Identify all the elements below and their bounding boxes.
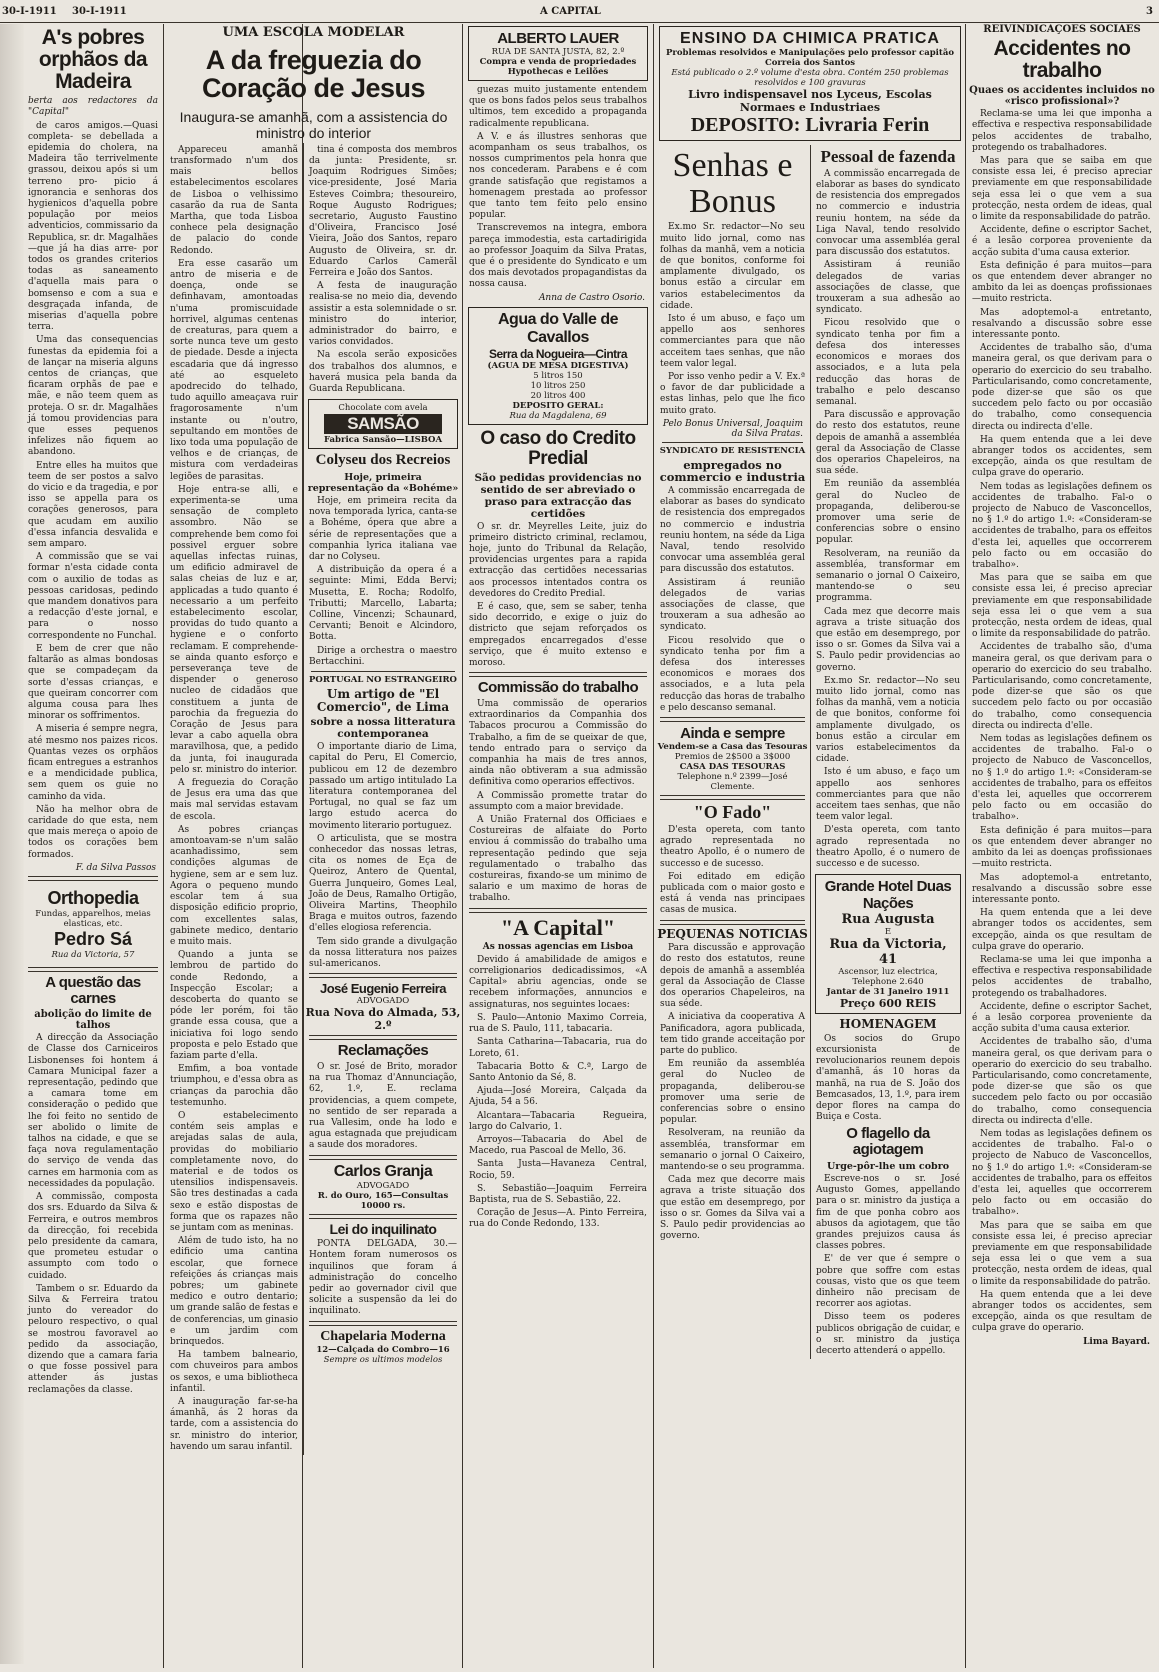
paragraph: Assistiram á reunião delegados de varias associações de classe, que trouxeram a sua adhesão ao syndicato.: [660, 577, 805, 633]
paragraph: Ha tambem balneario, com chuveiros para ambos os sexos, e uma bibliotheca infantil.: [170, 1350, 298, 1394]
ad-hat-shop: [305, 1329, 461, 1365]
school-right: [305, 143, 461, 1455]
col4-right: [812, 145, 964, 1359]
subheadline-theatre: Hoje, primeira representação da «Bohéme»: [307, 471, 459, 494]
headline-pessoal-fazenda: Pessoal de fazenda: [820, 147, 956, 166]
article-theatre: [309, 496, 457, 668]
paragraph: Santa Justa—Havaneza Central, Rocio, 59.: [469, 1159, 647, 1181]
paragraph: Disso teem os poderes publicos obrigação de cuidar, e o sr. ministro da justiça decerto attenderá o appello.: [816, 1312, 960, 1356]
headline-accidents: Accidentes no trabalho: [993, 37, 1131, 83]
ad-line: Preço 600 REIS: [839, 997, 937, 1011]
paragraph: Esta definição é para muitos—para os que entendem dever abranger no ambito da lei as doenças profissionaes—muito restricta.: [972, 825, 1152, 870]
ad-title: Ainda e sempre: [680, 725, 785, 743]
ad-line: Rua da Victoria, 57: [51, 949, 135, 960]
ad-line: Hypothecas e Leilões: [507, 67, 609, 77]
paragraph: O sr. dr. Meyrelles Leite, juiz do primeiro districto criminal, reclamou, hoje, junto do Tribunal da Relação, providencias urgentes para a rapida extracção das certidões necessarias aos processos intentados contra os devedores do Credito Predial.: [469, 521, 647, 599]
paragraph: Nem todas as legislações definem os accidentes de trabalho. Fal-o o projecto de Nabuco de Vasconcellos, no § 1.º do artigo 1.º: «Consideram-se accidentes de trabalho, para os effeitos d'esta lei, aquelles que occorrerem pelo facto ou em occasião do trabalho».: [972, 734, 1152, 823]
ad-line: Compra e venda de propriedades: [479, 57, 637, 67]
article-letter: [469, 85, 647, 291]
paragraph: A commissão, composta dos srs. Eduardo da Silva & Ferreira, e outros membros da direcção, foi recebida pelo presidente da camara, que prometeu estudar o assumpto com todo o cuidado.: [28, 1192, 158, 1281]
ad-title: SAMSÃO: [324, 414, 442, 434]
column-4: [656, 24, 964, 1666]
headline-orphans: A's pobres orphãos da Madeira: [38, 26, 148, 94]
ad-tesouras: [656, 725, 809, 792]
col4-left: [656, 145, 809, 1359]
ad-title: Carlos Granja: [333, 1162, 433, 1180]
paragraph: Além de tudo isto, ha no edificio uma cantina escolar, que fornece refeições ás crianças mais pobres; um gabinete medico e outro dentario; um grande salão de festas e de conferencias, um ginasio e um jardim com brinquedos.: [170, 1236, 298, 1348]
ad-lawyer-granja: [305, 1163, 461, 1211]
column-2: [166, 24, 461, 1666]
signature: Lima Bayard.: [1083, 1336, 1150, 1347]
ad-title: ALBERTO LAUER: [497, 30, 619, 47]
article-senhas: [660, 222, 805, 416]
paragraph: Devido á amabilidade de amigos e correligionarios dedicadissimos, «A Capital» abriu agencias, onde se recebem informações, annuncios e assignaturas, nos seguintes locaes:: [469, 954, 647, 1010]
header-page-number: 3: [1146, 6, 1153, 17]
paragraph: Santa Catharina—Tabacaria, rua do Loreto, 61.: [469, 1037, 647, 1059]
ad-line: Rua Augusta: [841, 912, 935, 928]
article-school: [170, 145, 298, 1453]
paragraph: Appareceu amanhã transformado n'um dos mais bellos estabelecimentos escolares de Lisboa o velhissimo casarão da rua de Santa Martha, que toda Lisboa conhece pela designação de palacio do conde Redondo.: [170, 144, 298, 256]
col4-split: [656, 145, 964, 1359]
ad-line: Problemas resolvidos e Manipulações pelo professor capitão Correia dos Santos: [665, 48, 954, 68]
ad-line: (AGUA DE MESA DIGESTIVA): [487, 360, 629, 371]
subheadline-accidents: Quaes os accidentes incluidos no «risco profissional»?: [969, 85, 1155, 108]
paragraph: Para discussão e approvação do resto dos estatutos, reune depois de amanhã a assembléa geral da Associação de Classe dos operarios Chapeleiros, na sua séde.: [660, 943, 805, 1010]
article-pessoal-fazenda: [816, 169, 960, 870]
article-meat: [28, 1033, 158, 1396]
paragraph: Ha quem entenda que a lei deve abranger todos os accidentes, sem excepção, ainda os que resultam de culpa grave do operario.: [972, 1289, 1152, 1334]
header-date-left: 30-I-1911: [2, 6, 57, 17]
paragraph: O estabelecimento contém seis amplas e arejadas salas de aula, providas do mobiliario completamente novo, do material e de todos os utensilios indispensaveis. São tres destinadas a cada sexo e estão dispostas de forma que os rapazes não se juntam com as meninas.: [170, 1110, 298, 1233]
paragraph: Em reunião da assembléa geral do Nucleo de propaganda, deliberou-se promover uma serie de conferencias sobre o ensino popular.: [660, 1059, 805, 1126]
ad-line: R. do Ouro, 165—Consultas 10000 rs.: [317, 1190, 449, 1211]
ad-sub: Serra da Nogueira—Cintra: [488, 346, 628, 361]
page-gutter-shadow: [0, 24, 24, 1664]
paragraph: Hoje, em primeira recita da nova temporada lyrica, canta-se a Bohéme, ópera que abre a série de representações que a companhia lyrica italiana vae dar no Colyseu.: [309, 495, 457, 562]
paragraph: Ex.mo Sr. redactor—No seu muito lido jornal, como nas folhas da manhã, vem a noticia de que bonitos, conforme foi amplamente divulgado, os bonus estão a circular em varios estabelecimentos da cidade.: [660, 222, 805, 311]
paragraph: O articulista, que se mostra conhecedor das nossas letras, cita os nomes de Eça de Queiroz, Antero de Quental, Guerra Junqueiro, Gomes Leal, João de Deus, Ramalho Ortigão, Oliveira Martins, Theophilo Braga e muitos outros, fazendo d'elles elogiosa referencia.: [309, 833, 457, 934]
kicker-accidents: REIVINDICAÇÕES SOCIAES: [983, 24, 1141, 35]
ad-line: ADVOGADO: [356, 996, 410, 1007]
paragraph: D'esta opereta, com tanto agrado representada no theatro Apollo, é o numero de successo e de sucesso.: [660, 824, 805, 869]
ad-lauer: [468, 26, 648, 81]
paragraph: Reclama-se uma lei que imponha a effectiva e respectiva responsabilidade pelos accidentes de trabalho, protegendo os trabalhadores.: [972, 109, 1152, 153]
kicker-syndicate: SYNDICATO DE RESISTENCIA: [659, 445, 806, 456]
ad-title: José Eugenio Ferreira: [319, 981, 447, 997]
article-school-cont: [309, 145, 457, 395]
paragraph: Era esse casarão um antro de miseria e de doença, onde se definhavam, amontoadas n'uma promiscuidade horrivel, algumas centenas de creaturas, para quem a sorte nunca teve um gesto de piedade. Desde a injecta escadaria que dá ingresso até ao esqueleto apodrecido do telhado, tudo aquillo ameaçava ruir fragorosamente n'um instante ou n'outro, sepultando em montões de lixo toda uma população de velhos e de crianças, de mistura com verdadeiras legiões de parasitas.: [170, 258, 298, 482]
column-3: [465, 24, 651, 1666]
ad-line: DEPOSITO GERAL:: [512, 400, 604, 411]
paragraph: Mas adoptemol-a entretanto, resalvando a discussão sobre esse interessante ponto.: [972, 307, 1152, 340]
article-homage: [816, 1034, 960, 1124]
ad-line: Sempre os ultimos modelos: [323, 1354, 443, 1365]
paragraph: Isto é um abuso, e faço um appello aos senhores commerciantes para que não acceitem taes senhas, que não teem valor legal.: [816, 767, 960, 823]
headline-school: A da freguezia do Coração de Jesus: [201, 45, 426, 104]
ad-sub: Fabrica Sansão—LISBOA: [323, 435, 443, 446]
ad-title: Agua do Valle de Cavallos: [497, 310, 619, 346]
article-abroad: [309, 742, 457, 970]
ad-line: 10 litros 250: [530, 380, 586, 391]
paragraph: Mas para que se saiba em que consiste essa lei, é preciso apreciar previamente em que responsabilidade seja essa lei o que vem a sua protecção, nesta ordem de ideas, qual o limite da responsabilidade do patrão.: [972, 1220, 1152, 1287]
paragraph: Accidente, define o escriptor Sachet, é a lesão corporea proveniente da acção subita d'uma causa exterior.: [972, 1001, 1152, 1035]
paragraph: S. Paulo—Antonio Maximo Correia, rua de S. Paulo, 111, tabacaria.: [469, 1012, 647, 1035]
paragraph: Accidentes de trabalho são, d'uma maneira geral, os que derivam para o operario do exercicio do seu trabalho. Particularisando, como concretamente, pode dizer-se que são os que succedem pelo facto ou por occasião do trabalho, como consequencia directa ou indirecta d'elle.: [972, 343, 1152, 432]
paragraph: A iniciativa da cooperativa A Panificadora, agora publicada, tem tido grande acceitação por parte do publico.: [660, 1012, 805, 1056]
ad-line: E: [884, 927, 892, 938]
paragraph: Ha quem entenda que a lei deve abranger todos os accidentes, sem excepção, ainda os que resultam de culpa grave do operario.: [972, 434, 1152, 479]
paragraph: Dirige a orchestra o maestro Bertacchini.: [309, 645, 457, 667]
paragraph: A V. e ás illustres senhoras que acompanham os seus trabalhos, os nossos cumprimentos pela honra que nos concederam. Parabens e é com grande satisfação que registamos a homenagem prestada ao professor que tanto tem feito pelo ensino popular.: [469, 131, 647, 221]
subheadline-credito: São pedidas providencias no sentido de ser abreviado o praso para extracção das certidões: [474, 471, 642, 520]
paragraph: Por isso venho pedir a V. Ex.ª o favor de dar publicidade a estas linhas, pelo que lhe fico muito grato.: [660, 372, 805, 416]
article-syndicate: [660, 486, 805, 714]
school-left: [166, 143, 302, 1455]
paragraph: Em reunião da assembléa geral do Nucleo de propaganda, deliberou-se promover uma serie de conferencias sobre o ensino popular.: [816, 479, 960, 546]
paragraph: A commissão que se vai formar n'esta cidade conta com o auxilio de todas as pessoas caridosas, pedindo que mandem donativos para a redacção d'este jornal, e para o nosso correspondente no Funchal.: [28, 552, 158, 641]
paragraph: Foi editado em edição publicada com o maior gosto e está á venda nas principaes casas de musica.: [660, 871, 805, 916]
paragraph: E' de ver que é sempre o pobre que soffre com estas cousas, visto que os que teem dinheiro não precisam de recorrer aos agiotas.: [816, 1254, 960, 1310]
paragraph: Alcantara—Tabacaria Regueira, largo do Calvario, 1.: [469, 1110, 647, 1132]
paragraph: Reclama-se uma lei que imponha a effectiva e respectiva responsabilidade pelos accidentes de trabalho, protegendo os trabalhadores.: [972, 954, 1152, 999]
paragraph: Isto é um abuso, e faço um appello aos senhores commerciantes para que não acceitem taes senhas, que não teem valor legal.: [660, 314, 805, 369]
headline-complaints: Reclamações: [337, 1042, 429, 1060]
paragraph: Mas adoptemol-a entretanto, resalvando a discussão sobre esse interessante ponto.: [972, 872, 1152, 905]
paragraph: Emfim, a boa vontade triumphou, e d'essa obra as crianças da parochia dão testemunho.: [170, 1064, 298, 1108]
subheadline-usury: Urge-pôr-lhe um cobro: [826, 1160, 950, 1172]
paragraph: Os socios do Grupo excursionista de revolucionarios reunem depois d'amanhã, ás 10 horas da manhã, na rua de S. João dos Bemcasados, 13, 1.º, para irem depor flores na campa do Buiça e Costa.: [816, 1033, 960, 1123]
ad-line: Vendem-se a Casa das Tesouras: [657, 742, 808, 753]
paragraph: Quando a junta se lembrou de partido do conde Redondo, a Inspecção Escolar; a descoberta do quanto se póde ler porém, foi tão grande essa cousa, que a iniciativa foi logo sendo proposta e pelo Estado que faziam parte d'ella.: [170, 950, 298, 1061]
paragraph: Esta definição é para muitos—para os que entendem dever abranger no ambito da lei as doenças profissionaes—muito restricta.: [972, 260, 1152, 305]
headline-homage: HOMENAGEM: [839, 1017, 937, 1032]
ad-title: Chapelaria Moderna: [320, 1328, 446, 1344]
subheadline-school: Inaugura-se amanhã, com a assistencia do ministro do interior: [179, 108, 448, 141]
ad-line: Está publicado o 2.º volume d'esta obra. Contém 250 problemas resolvidos e 100 gravuras: [671, 68, 949, 88]
paragraph: As nossas agencias em Lisboa: [482, 941, 634, 952]
ad-line: Rua Nova do Almada, 53, 2.º: [305, 1006, 461, 1033]
paragraph: E bem de crer que não faltarão as almas bondosas que se compadeçam da sorte d'essas crianças, e que queiram concorrer com alguma cousa para lhes minorar os soffrimentos.: [28, 643, 158, 722]
paragraph: Para discussão e approvação do resto dos estatutos, reune depois de amanhã a assembléa geral da Associação de Classe dos operarios Chapeleiros, na sua séde.: [816, 410, 960, 477]
paragraph: tina é composta dos membros da junta: Presidente, sr. Joaquim Rodrigues Simões; vice-presidente, José Maria Esteves Coimbra; thesoureiro, Roque Augusto Rodrigues; secretario, Augusto Faustino d'Oliveira, Francisco José Vieira, João dos Santos, reparo Augusto de Oliveira, sr. dr. Eduardo Carlos Camerãl Ferreira e João dos Santos.: [309, 144, 457, 278]
paragraph: Ha quem entenda que a lei deve abranger todos os accidentes, sem excepção, ainda os que resultam de culpa grave do operario.: [972, 908, 1152, 952]
ad-line: 20 litros 400: [530, 390, 586, 401]
kicker-school: UMA ESCOLA MODELAR: [222, 25, 405, 40]
ad-line: Fundas, apparelhos, meias elasticas, etc.: [35, 908, 151, 929]
article-capital: [469, 942, 647, 1231]
column-5: [968, 24, 1156, 1666]
article-small-news: [660, 943, 805, 1242]
signature: Anna de Castro Osorio.: [538, 292, 645, 303]
paragraph: Na escola serão exposicões dos trabalhos dos alumnos, e haverá musica pela banda da Guarda Republicana.: [309, 350, 457, 394]
ad-line: Livro indispensavel nos Lyceus, Escolas Normaes e Industriaes: [688, 88, 932, 114]
header-date-left-2: 30-I-1911: [72, 6, 127, 17]
paragraph: Accidentes de trabalho são, d'uma maneira geral, os que derivam para o operario do exercicio do seu trabalho. Particularisando, como concretamente, pode dizer-se que são os que succedem pelo facto ou por occasião do trabalho, como consequencia directa ou indirecta d'elle.: [972, 1037, 1152, 1126]
paragraph: Escreve-nos o sr. José Augusto Gomes, appellando para o sr. ministro da justiça a fim de que ponha cobro aos abusos da agiotagem, que tão grandes prejuizos causa ás classes pobres.: [816, 1173, 960, 1252]
paragraph: A inauguração far-se-ha ámanhã, ás 2 horas da tarde, com a assistencia do sr. ministro do interior, havendo um sarau infantil.: [170, 1397, 298, 1452]
paragraph: Nem todas as legislações definem os accidentes de trabalho. Fal-o o projecto de Nabuco de Vasconcellos, no § 1.º do artigo 1.º: «Consideram-se accidentes de trabalho, para os effeitos d'esta lei, aquelles que occorrerem pelo facto ou em occasião do trabalho».: [972, 1128, 1152, 1218]
paragraph: A miseria é sempre negra, até mesmo nos paizes ricos. Quantas vezes os orphãos ficam entregues a estranhos e a mendicidade publica, sem quem os guie no caminho da vida.: [28, 724, 158, 802]
article-complaints: [309, 1062, 457, 1152]
paragraph: O sr. José de Brito, morador na rua Thomaz d'Annunciação, 62, 1.º, E. reclama providencias, a quem compete, no sentido de ser reparada a rua Vallesim, onde ha lodo e agua estagnada que prejudicam a saude dos moradores.: [309, 1061, 457, 1151]
paragraph: A festa de inauguração realisa-se no meio dia, devendo assistir a esta solemnidade o sr. ministro do interior, administrador do bairro, e varios convidados.: [309, 281, 457, 348]
ad-line: Ascensor, luz electrica, Telephone 2.640: [838, 967, 938, 988]
paragraph: Assistiram á reunião delegados de varias associações de classe, que trouxeram a sua adhesão ao syndicato.: [816, 260, 960, 316]
signature: F. da Silva Passos: [75, 862, 156, 873]
paragraph: berta aos redactores da "Capital": [28, 96, 158, 118]
column-1: [24, 24, 162, 1666]
paragraph: Accidente, define o escriptor Sachet, é a lesão corporea proveniente da acção subita d'uma causa exterior.: [972, 225, 1152, 258]
subheadline-abroad: sobre a nossa litteratura contemporanea: [310, 716, 456, 741]
paragraph: A distribuição da opera é a seguinte: Mimi, Edda Bervi; Musetta, E. Rocha; Rodolfo, Tributti; Marcello, Labarta; Colline, Vincenzi; Schaunard, Cervanti; Benoit e Alcindoro, Botta.: [309, 565, 457, 643]
paragraph: Tabacaria Botto & C.ª, Largo de Santo Antonio da Sé, 8.: [469, 1061, 647, 1083]
signature: Pelo Bonus Universal, Joaquim da Silva Pratas.: [662, 418, 803, 439]
article-accidents: [972, 109, 1152, 1335]
headline-syndicate: empregados no commercio e industria: [659, 457, 806, 484]
paragraph: Cada mez que decorre mais agrava a triste situação dos que estão em desemprego, por isso o sr. Gomes da Silva vai a S. Paulo pedir providencias ao governo.: [660, 1175, 805, 1242]
ad-line: Rua da Magdalena, 69: [509, 410, 607, 421]
paragraph: guezas muito justamente entendem que os bons fados pelos seus trabalhos ultimos, tem excedido a propaganda radicalmente republicana.: [469, 85, 647, 129]
article-fado: [660, 825, 805, 917]
article-usury: [816, 1174, 960, 1357]
paragraph: Nem todas as legislações definem os accidentes de trabalho. Fal-o o projecto de Nabuco de Vasconcellos, no § 1.º do artigo 1.º: «Consideram-se accidentes de trabalho, para os effeitos d'esta lei, aquelles que occorrerem pelo facto ou em occasião do trabalho».: [972, 481, 1152, 571]
header-paper-name: A CAPITAL: [540, 6, 601, 17]
paragraph: As pobres crianças amontoavam-se n'um salão acanhadissimo, sem condições algumas de hygiene, sem ar e sem luz. Agora o pequeno mundo escolar tem á sua disposição edificio proprio, com excellentes salas, gabinete medico, dentario e muito mais.: [170, 824, 298, 947]
paragraph: Cada mez que decorre mais agrava a triste situação dos que estão em desemprego, por isso o sr. Gomes da Silva vai a S. Paulo pedir providencias ao governo.: [816, 606, 960, 673]
headline-theatre: Colyseu dos Recreios: [315, 452, 451, 469]
paragraph: Uma commissão de operarios extraordinarios da Companhia dos Tabacos procurou a Commissão do Trabalho, a fim de se queixar de que, tendo entrado para o serviço da companhia ha mais de tres annos, ainda não obtiveram a sua admissão definitiva como operarios effectivos.: [469, 698, 647, 788]
kicker-abroad: PORTUGAL NO ESTRANGEIRO: [309, 674, 457, 685]
paragraph: Mas para que se saiba em que consiste essa lei, é preciso apreciar previamente em que responsabilidade seja essa lei o que vem a sua protecção, nesta ordem de ideas, qual o limite da responsabilidade do patrão.: [972, 155, 1152, 222]
ad-line: Rua da Victoria, 41: [829, 937, 947, 968]
paragraph: A commissão encarregada de elaborar as bases do syndicato de resistencia dos empregados no commercio e industria reuniu hontem, na séde da Liga Naval, tendo resolvido convocar uma assembléa geral para discussão dos estatutos.: [660, 485, 805, 575]
ad-orthopedia: [27, 885, 159, 963]
paragraph: D'esta opereta, com tanto agrado representada no theatro Apollo, é o numero de successo e de sucesso.: [816, 825, 960, 870]
paragraph: Ficou resolvido que o syndicato tenha por fim a defesa dos interesses economicos e moraes dos associados, e a luta pela reducção das horas de trabalho e pelo descanso semanal.: [660, 635, 805, 713]
paragraph: A Commissão promette tratar do assumpto com a maior brevidade.: [469, 790, 647, 812]
headline-fado: "O Fado": [693, 802, 772, 823]
school-columns: [166, 143, 461, 1455]
ad-line: Telephone n.º 2399—José Clemente.: [677, 772, 788, 793]
paragraph: Coração de Jesus—A. Pinto Ferreira, rua do Conde Redondo, 133.: [469, 1208, 647, 1230]
headline-capital: "A Capital": [500, 914, 616, 940]
paragraph: Ajuda—José Moreira, Calçada da Ajuda, 54 a 56.: [469, 1086, 647, 1108]
subheadline-meat: abolição do limite de talhos: [34, 1009, 152, 1032]
headline-credito: O caso do Credito Predial: [480, 427, 636, 469]
ad-samsao: [308, 399, 458, 449]
paragraph: S. Sebastião—Joaquim Ferreira Baptista, rua de S. Sebastião, 22.: [469, 1183, 647, 1205]
headline-labour-commission: Commissão do trabalho: [477, 679, 639, 697]
ad-line: DEPOSITO: Livraria Ferin: [690, 114, 930, 136]
paragraph: Accidentes de trabalho são, d'uma maneira geral, os que derivam para o operario do exercicio do seu trabalho. Particularisando, como concretamente, pode dizer-se que são os que succedem pelo facto ou por occasião do trabalho, como consequencia directa ou indirecta d'elle.: [972, 642, 1152, 731]
paragraph: Hoje entra-se alli, e experimenta-se uma sensação de completo assombro. Não se comprehende bem como foi possivel erguer sobre aquellas infectas ruinas, um edificio admiravel de salas cheias de luz e ar, applicadas a tudo quanto é necessario a um perfeito estabelecimento escolar, providas do tudo quanto a hygiene e o conforto reclamam. E comprehende-se ainda quanto esforço e perseverança teve de dispender o generoso nucleo de cidadãos que constituem a junta de parochia da freguezia do Coração de Jesus para levar a cabo aquella obra maravilhosa, que, a pedido da junta, foi inaugurada pelo sr. ministro do interior.: [170, 484, 298, 775]
paragraph: Arroyos—Tabacaria do Abel de Macedo, rua Pascoal de Mello, 36.: [469, 1134, 647, 1157]
ad-line: Pedro Sá: [53, 928, 133, 949]
ad-line: 5 litros 150: [533, 370, 583, 381]
paragraph: de caros amigos.—Quasi completa- se debellada a epidemia do cholera, na Madeira tão terrivelmente grassou, deixou após si um terreno pro- picio á ignorancia e senhoras dos hygienicos d'aquella pobre população por meios adventicios, commissario da Republica, sr. dr. Magalhães—que já ha dias arre- por todos os grandes criterios todas as saneamento d'aquella mais para o bomsenso e com a sua e desgraçada infanda, de miserias d'aquella pobre terra.: [28, 120, 158, 333]
paragraph: Ex.mo Sr. redactor—No seu muito lido jornal, como nas folhas da manhã, vem a noticia de que bonitos, conforme foi amplamente divulgado, os bonus estão a circular em varios estabelecimentos da cidade.: [816, 675, 960, 765]
paragraph: Resolveram, na reunião da assembléa, transformar em semanario o jornal O Caixeiro, mantendo-se o seu programma.: [816, 548, 960, 604]
ad-title: Orthopedia: [47, 887, 139, 908]
ad-line: 12—Calçada do Combro—16: [316, 1344, 450, 1355]
ad-line: CASA DAS TESOURAS: [679, 762, 786, 773]
paragraph: A União Fraternal dos Officiaes e Costureiras de alfaiate do Porto enviou á commissão do trabalho uma representação pedindo que seja regulamentado o trabalho das costureiras, fixando-se um minimo de salario e um maximo de horas de trabalho.: [469, 814, 647, 904]
paragraph: PONTA DELGADA, 30.—Hontem foram numerosos os inquilinos que foram á administração do concelho pedir ao governador civil que solicite a suspensão da lei do inquilinato.: [309, 1239, 457, 1317]
ad-chemistry: [659, 26, 961, 141]
headline-usury: O flagello da agiotagem: [846, 1125, 930, 1159]
paragraph: Tambem o sr. Eduardo da Silva & Ferreira tratou junto do vereador do pelouro respectivo, o qual se mostrou favoravel ao pedido da associação, dizendo que a camara faria o que fosse possivel para attender ás justas reclamações da classe.: [28, 1283, 158, 1395]
headline-meat: A questão das carnes: [45, 973, 141, 1007]
ad-title: Grande Hotel Duas Nações: [824, 878, 952, 913]
paragraph: Não ha melhor obra de caridade do que esta, nem que mais mereça o apoio de todos os corações bem formados.: [28, 804, 158, 860]
ad-line: Premios de 2$500 a 3$000: [674, 752, 791, 763]
paragraph: Uma das consequencias funestas da epidemia foi a de lançar na miseria alguns centos de crianças, que ficaram orphãs de pae e mãe, e não teem quem as proteja. O sr. dr. Magalhães já tomou providencias para que esses pequenos infelizes não fiquem ao abandono.: [28, 335, 158, 458]
paragraph: Resolveram, na reunião da assembléa, transformar em semanario o jornal O Caixeiro, mantendo-se o seu programma.: [660, 1128, 805, 1172]
ad-title: ENSINO DA CHIMICA PRATICA: [680, 30, 940, 47]
headline-senhas: Senhas e Bonus: [672, 147, 793, 220]
article-credito: [469, 522, 647, 670]
paragraph: Mas para que se saiba em que consiste essa lei, é preciso apreciar previamente em que responsabilidade seja essa lei o que vem a sua protecção, nesta ordem de ideas, qual o limite da responsabilidade do patrão.: [972, 573, 1152, 640]
headline-tenancy: Lei do inquilinato: [329, 1220, 437, 1237]
paragraph: A freguezia do Coração de Jesus era uma das que mais mal servidas estavam de escola.: [170, 778, 298, 822]
paragraph: Tem sido grande a divulgação da nossa litteratura nos paizes sul-americanos.: [309, 936, 457, 969]
ad-lawyer-ferreira: [305, 981, 461, 1032]
ad-line: ADVOGADO: [356, 1180, 410, 1191]
article-labour-commission: [469, 699, 647, 905]
ad-line: Jantar de 31 Janeiro 1911: [826, 987, 950, 998]
headline-small-news: PEQUENAS NOTICIAS: [657, 926, 808, 941]
ad-line: RUA DE SANTA JUSTA, 82, 2.º: [491, 47, 625, 57]
article-orphans: [28, 96, 158, 861]
paragraph: Entre elles ha muitos que teem de ser postos a salvo do vicio e da tragedia, e por isso se appella para os corações generosos, para que acudam em auxilio d'essa infancia desvalida e sem amparo.: [28, 460, 158, 550]
paragraph: Transcrevemos na integra, embora pareça immodestia, esta cartadirigida ao professor Joaquim da Silva Pratas, que é o presidente do Syndicato e um dos mais devotados propagandistas da nossa causa.: [469, 223, 647, 290]
page-header: [0, 6, 1159, 22]
ad-water: [468, 307, 648, 425]
paragraph: O importante diario de Lima, capital do Peru, El Comercio, publicou em 12 de dezembro passado um artigo intitulado La literatura contemporanea del Portugal, no qual se faz um largo estudo acerca do movimento literario portuguez.: [309, 742, 457, 831]
paragraph: A direcção da Associação de Classe dos Carniceiros Lisbonenses foi hontem á Camara Municipal fazer a representação, pedindo que a camara tome em consideração o pedido que lhe foi feito no sentido de ser abolido o limite de talhos na cidade, e que se faça nova regulamentação do serviço de venda das carnes em harmonia com as necessidades da população.: [28, 1033, 158, 1189]
headline-abroad: Um artigo de "El Comercio", de Lima: [316, 686, 450, 714]
ad-hotel: [815, 874, 961, 1014]
paragraph: E é caso, que, sem se saber, tenha sido decorrido, e exige o juiz do districto que sejam reforçados os empregados encarregados d'esse serviço, que é muito extenso e moroso.: [469, 601, 647, 668]
article-tenancy: [309, 1239, 457, 1317]
ad-small: Chocolate com avela: [338, 403, 428, 414]
paragraph: Ficou resolvido que o syndicato tenha por fim a defesa dos interesses economicos e moraes dos associados, e a luta pela reducção das horas de trabalho e pelo descanso semanal.: [816, 318, 960, 407]
paragraph: A commissão encarregada de elaborar as bases do syndicato de resistencia dos empregados no commercio e industria reuniu hontem, na séde da Liga Naval, tendo resolvido convocar uma assembléa geral para discussão dos estatutos.: [816, 168, 960, 258]
